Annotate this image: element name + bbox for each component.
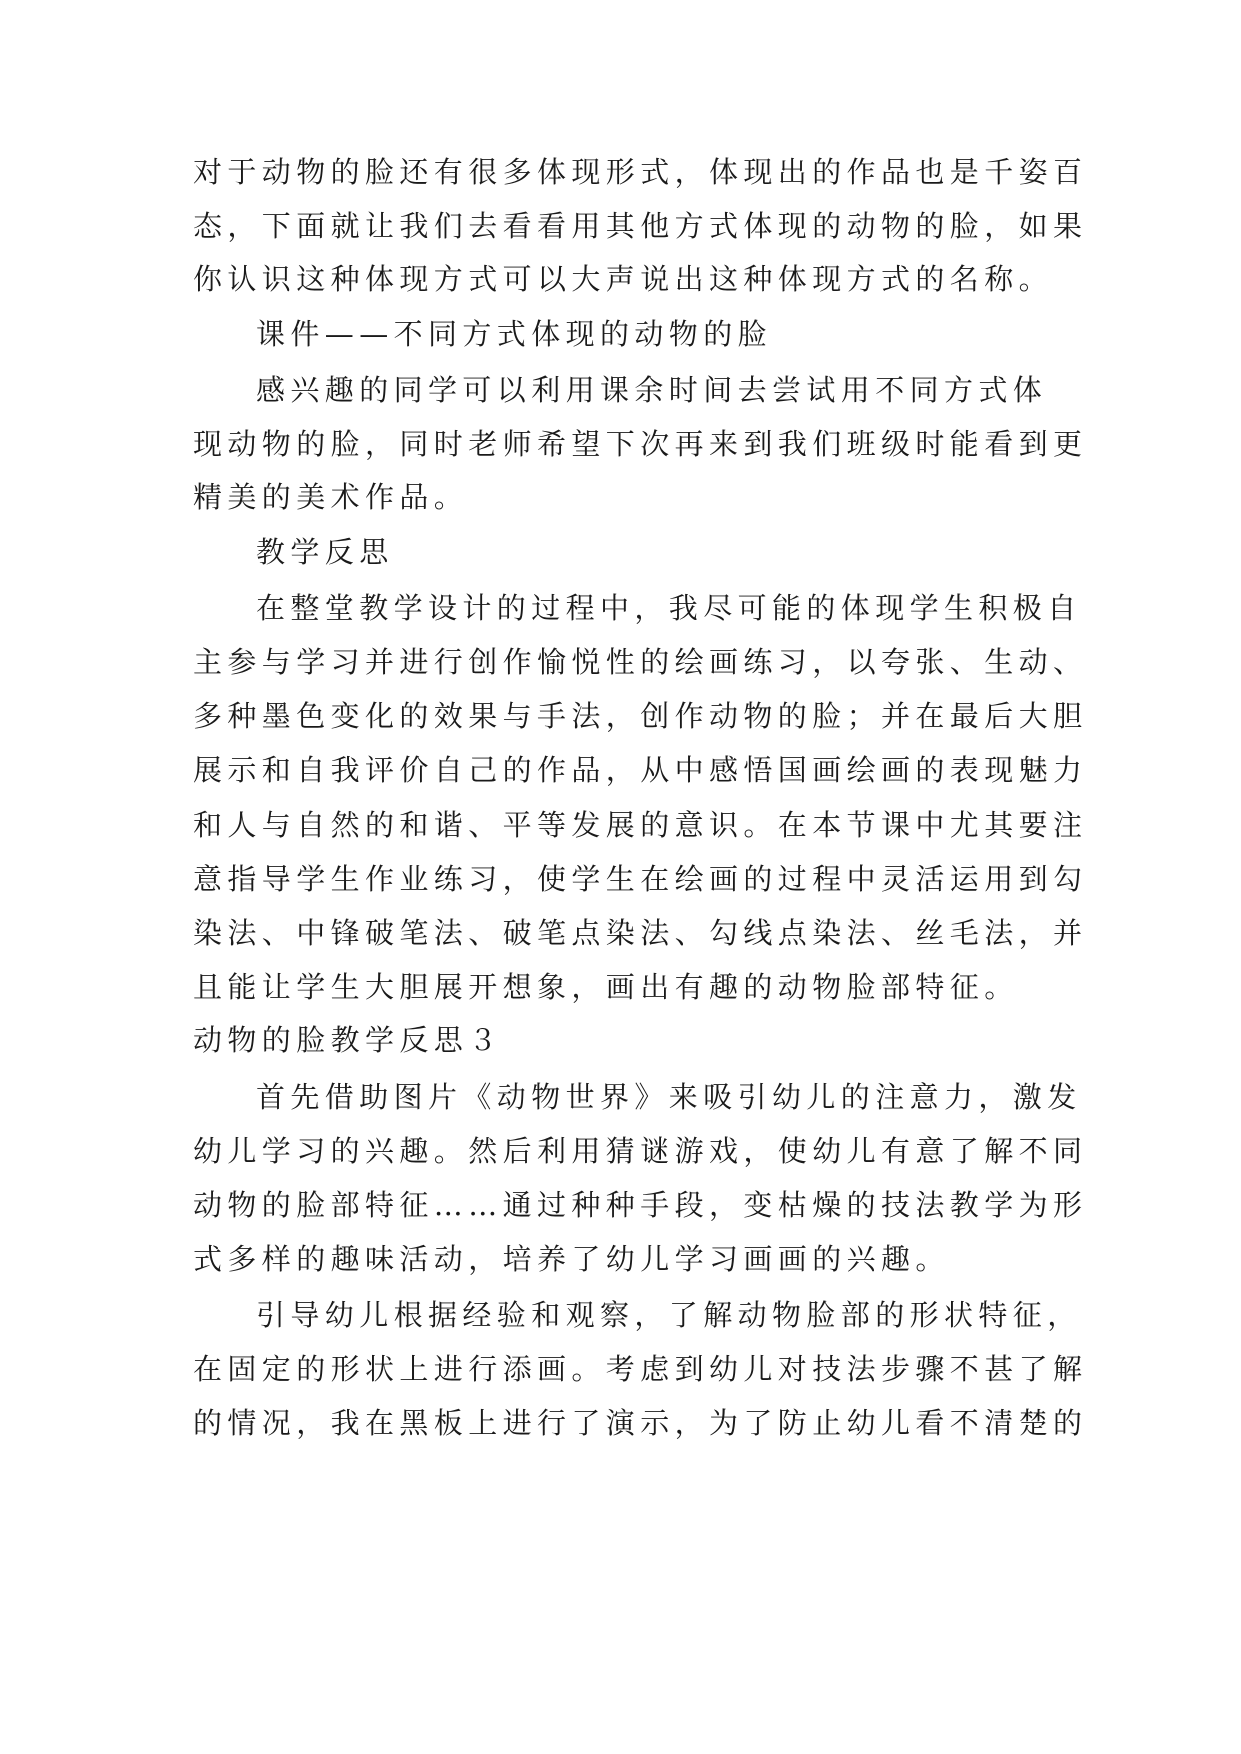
- paragraph-line: 多种墨色变化的效果与手法，创作动物的脸；并在最后大胆: [193, 699, 1088, 733]
- paragraph-line: 的情况，我在黑板上进行了演示，为了防止幼儿看不清楚的: [193, 1406, 1088, 1440]
- paragraph-line: 在整堂教学设计的过程中，我尽可能的体现学生积极自: [256, 591, 1082, 625]
- paragraph-line: 态，下面就让我们去看看用其他方式体现的动物的脸，如果: [193, 209, 1088, 243]
- paragraph-line: 染法、中锋破笔法、破笔点染法、勾线点染法、丝毛法，并: [193, 916, 1088, 950]
- paragraph-line: 和人与自然的和谐、平等发展的意识。在本节课中尤其要注: [193, 808, 1088, 842]
- paragraph-line: 展示和自我评价自己的作品，从中感悟国画绘画的表现魅力: [193, 753, 1088, 787]
- paragraph-line: 对于动物的脸还有很多体现形式，体现出的作品也是千姿百: [193, 155, 1088, 189]
- paragraph-line: 在固定的形状上进行添画。考虑到幼儿对技法步骤不甚了解: [193, 1352, 1088, 1386]
- paragraph-line: 主参与学习并进行创作愉悦性的绘画练习，以夸张、生动、: [193, 645, 1088, 679]
- paragraph-line: 现动物的脸，同时老师希望下次再来到我们班级时能看到更: [193, 427, 1088, 461]
- paragraph-line: 精美的美术作品。: [193, 480, 469, 514]
- paragraph-line: 引导幼儿根据经验和观察，了解动物脸部的形状特征，: [256, 1298, 1082, 1332]
- slide-caption: 课件——不同方式体现的动物的脸: [256, 317, 773, 351]
- paragraph-line: 动物的脸部特征……通过种种手段，变枯燥的技法教学为形: [193, 1188, 1088, 1222]
- paragraph-line: 感兴趣的同学可以利用课余时间去尝试用不同方式体: [256, 373, 1048, 407]
- paragraph-line: 式多样的趣味活动，培养了幼儿学习画画的兴趣。: [193, 1242, 950, 1276]
- article-title: 动物的脸教学反思３: [193, 1023, 503, 1057]
- paragraph-line: 你认识这种体现方式可以大声说出这种体现方式的名称。: [193, 262, 1054, 296]
- paragraph-line: 且能让学生大胆展开想象，画出有趣的动物脸部特征。: [193, 970, 1019, 1004]
- paragraph-line: 首先借助图片《动物世界》来吸引幼儿的注意力，激发: [256, 1080, 1082, 1114]
- paragraph-line: 幼儿学习的兴趣。然后利用猜谜游戏，使幼儿有意了解不同: [193, 1134, 1088, 1168]
- section-heading: 教学反思: [256, 535, 394, 569]
- paragraph-line: 意指导学生作业练习，使学生在绘画的过程中灵活运用到勾: [193, 862, 1088, 896]
